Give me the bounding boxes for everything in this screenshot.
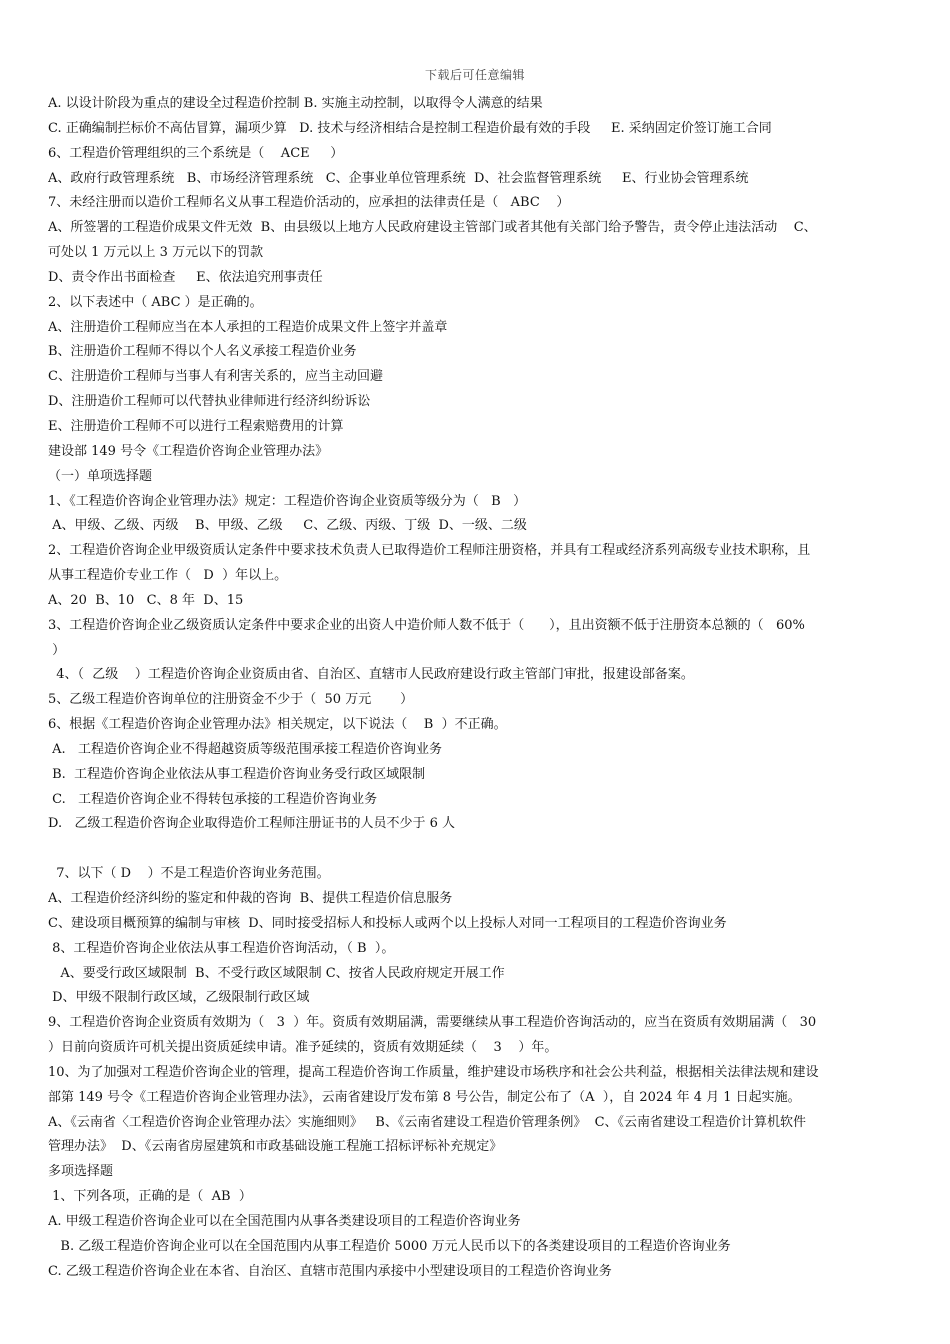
text-line: 从事工程造价专业工作（ D ）年以上。 <box>48 568 288 584</box>
text-line: 管理办法》 D、《云南省房屋建筑和市政基础设施工程施工招标评标补充规定》 <box>48 1139 503 1155</box>
text-line: ） <box>48 642 66 658</box>
text-line: 建设部 149 号令《工程造价咨询企业管理办法》 <box>48 443 329 459</box>
text-line: A. 以设计阶段为重点的建设全过程造价控制 B. 实施主动控制，以取得令人满意的结果 <box>48 96 543 111</box>
text-line: ）日前向资质许可机关提出资质延续申请。准予延续的，资质有效期延续（ 3 ）年。 <box>48 1040 558 1056</box>
text-line: （一）单项选择题 <box>48 468 153 484</box>
text-line: A、甲级、乙级、丙级 B、甲级、乙级 C、乙级、丙级、丁级 D、一级、二级 <box>48 518 527 534</box>
text-line: A、要受行政区域限制 B、不受行政区域限制 C、按省人民政府规定开展工作 <box>48 965 505 981</box>
text-line: 可处以 1 万元以上 3 万元以下的罚款 <box>48 245 264 261</box>
text-line: 多项选择题 <box>48 1164 114 1180</box>
text-line: 10、为了加强对工程造价咨询企业的管理，提高工程造价咨询工作质量，维护建设市场秩序和社会公共利益，根据相关法律法规和建设 <box>48 1064 819 1080</box>
text-line: 6、根据《工程造价咨询企业管理办法》相关规定，以下说法（ B ）不正确。 <box>48 717 507 733</box>
text-line: 7、以下（ D ）不是工程造价咨询业务范围。 <box>48 866 330 882</box>
text-line: 5、乙级工程造价咨询单位的注册资金不少于（ 50 万元 ） <box>48 692 414 708</box>
text-line: B. 工程造价咨询企业依法从事工程造价咨询业务受行政区域限制 <box>48 766 426 782</box>
text-line: 2、以下表述中（ ABC ）是正确的。 <box>48 294 263 310</box>
text-line: E、注册造价工程师不可以进行工程索赔费用的计算 <box>48 418 344 434</box>
document-body <box>48 92 908 1285</box>
text-line: A、《云南省〈工程造价咨询企业管理办法〉实施细则》 B、《云南省建设工程造价管理条例》 C、《云南省建设工程造价计算机软件 <box>48 1114 807 1130</box>
text-line: 6、工程造价管理组织的三个系统是（ ACE ） <box>48 145 344 161</box>
text-line: C. 乙级工程造价咨询企业在本省、自治区、直辖市范围内承接中小型建设项目的工程造价咨询业务 <box>48 1263 612 1279</box>
text-line: 3、工程造价咨询企业乙级资质认定条件中要求企业的出资人中造价师人数不低于（ ），且出资额不低于注册资本总额的（ 60% <box>48 617 805 633</box>
text-line: D、注册造价工程师可以代替执业律师进行经济纠纷诉讼 <box>48 394 371 410</box>
text-line: A、工程造价经济纠纷的鉴定和仲裁的咨询 B、提供工程造价信息服务 <box>48 891 453 906</box>
text-line: A、政府行政管理系统 B、市场经济管理系统 C、企事业单位管理系统 D、社会监督管理系统 E、行业协会管理系统 <box>48 170 749 186</box>
text-line: 1、下列各项，正确的是（ AB ） <box>48 1189 252 1205</box>
text-line: 1、《工程造价咨询企业管理办法》规定：工程造价咨询企业资质等级分为（ B ） <box>48 493 527 509</box>
text-line: 7、未经注册而以造价工程师名义从事工程造价活动的，应承担的法律责任是（ ABC ） <box>48 195 570 211</box>
text-line: C、注册造价工程师与当事人有利害关系的，应当主动回避 <box>48 369 383 385</box>
page-header: 下载后可任意编辑 <box>424 68 525 82</box>
text-line: 9、工程造价咨询企业资质有效期为（ 3 ）年。资质有效期届满，需要继续从事工程造价咨询活动的，应当在资质有效期届满（ 30 <box>48 1015 817 1031</box>
text-line: 8、工程造价咨询企业依法从事工程造价咨询活动，（ B ）。 <box>48 940 395 956</box>
text-line: A. 工程造价咨询企业不得超越资质等级范围承接工程造价咨询业务 <box>48 741 443 757</box>
text-line: 部第 149 号令《工程造价咨询企业管理办法》，云南省建设厅发布第 8 号公告，制定公布了（A ），自 2024 年 4 月 1 日起实施。 <box>48 1089 801 1105</box>
text-line: A、所签署的工程造价成果文件无效 B、由县级以上地方人民政府建设主管部门或者其他有关部门给予警告，责令停止违法活动 C、 <box>48 220 817 236</box>
text-line: D、甲级不限制行政区域，乙级限制行政区域 <box>48 990 310 1006</box>
text-line: B. 乙级工程造价咨询企业可以在全国范围内从事工程造价 5000 万元人民币以下的各类建设项目的工程造价咨询业务 <box>48 1238 731 1254</box>
text-line: B、注册造价工程师不得以个人名义承接工程造价业务 <box>48 344 357 360</box>
text-line: A、注册造价工程师应当在本人承担的工程造价成果文件上签字并盖章 <box>48 319 448 335</box>
blank-line <box>48 837 908 862</box>
text-line: D、责令作出书面检查 E、依法追究刑事责任 <box>48 269 323 285</box>
text-line: A. 甲级工程造价咨询企业可以在全国范围内从事各类建设项目的工程造价咨询业务 <box>48 1213 521 1229</box>
text-line: C. 正确编制拦标价不高估冒算，漏项少算 D. 技术与经济相结合是控制工程造价最有效的手段 E. 采纳固定价签订施工合同 <box>48 120 772 136</box>
text-line: C、建设项目概预算的编制与审核 D、同时接受招标人和投标人或两个以上投标人对同一工程项目的工程造价咨询业务 <box>48 915 727 931</box>
text-line: A、20 B、10 C、8 年 D、15 <box>48 592 244 608</box>
text-line: C. 工程造价咨询企业不得转包承接的工程造价咨询业务 <box>48 791 378 807</box>
text-line: D. 乙级工程造价咨询企业取得造价工程师注册证书的人员不少于 6 人 <box>48 816 456 832</box>
text-line: 4、（ 乙级 ）工程造价咨询企业资质由省、自治区、直辖市人民政府建设行政主管部门审批，报建设部备案。 <box>48 667 694 683</box>
text-line: 2、工程造价咨询企业甲级资质认定条件中要求技术负责人已取得造价工程师注册资格，并具有工程或经济系列高级专业技术职称，且 <box>48 543 811 559</box>
